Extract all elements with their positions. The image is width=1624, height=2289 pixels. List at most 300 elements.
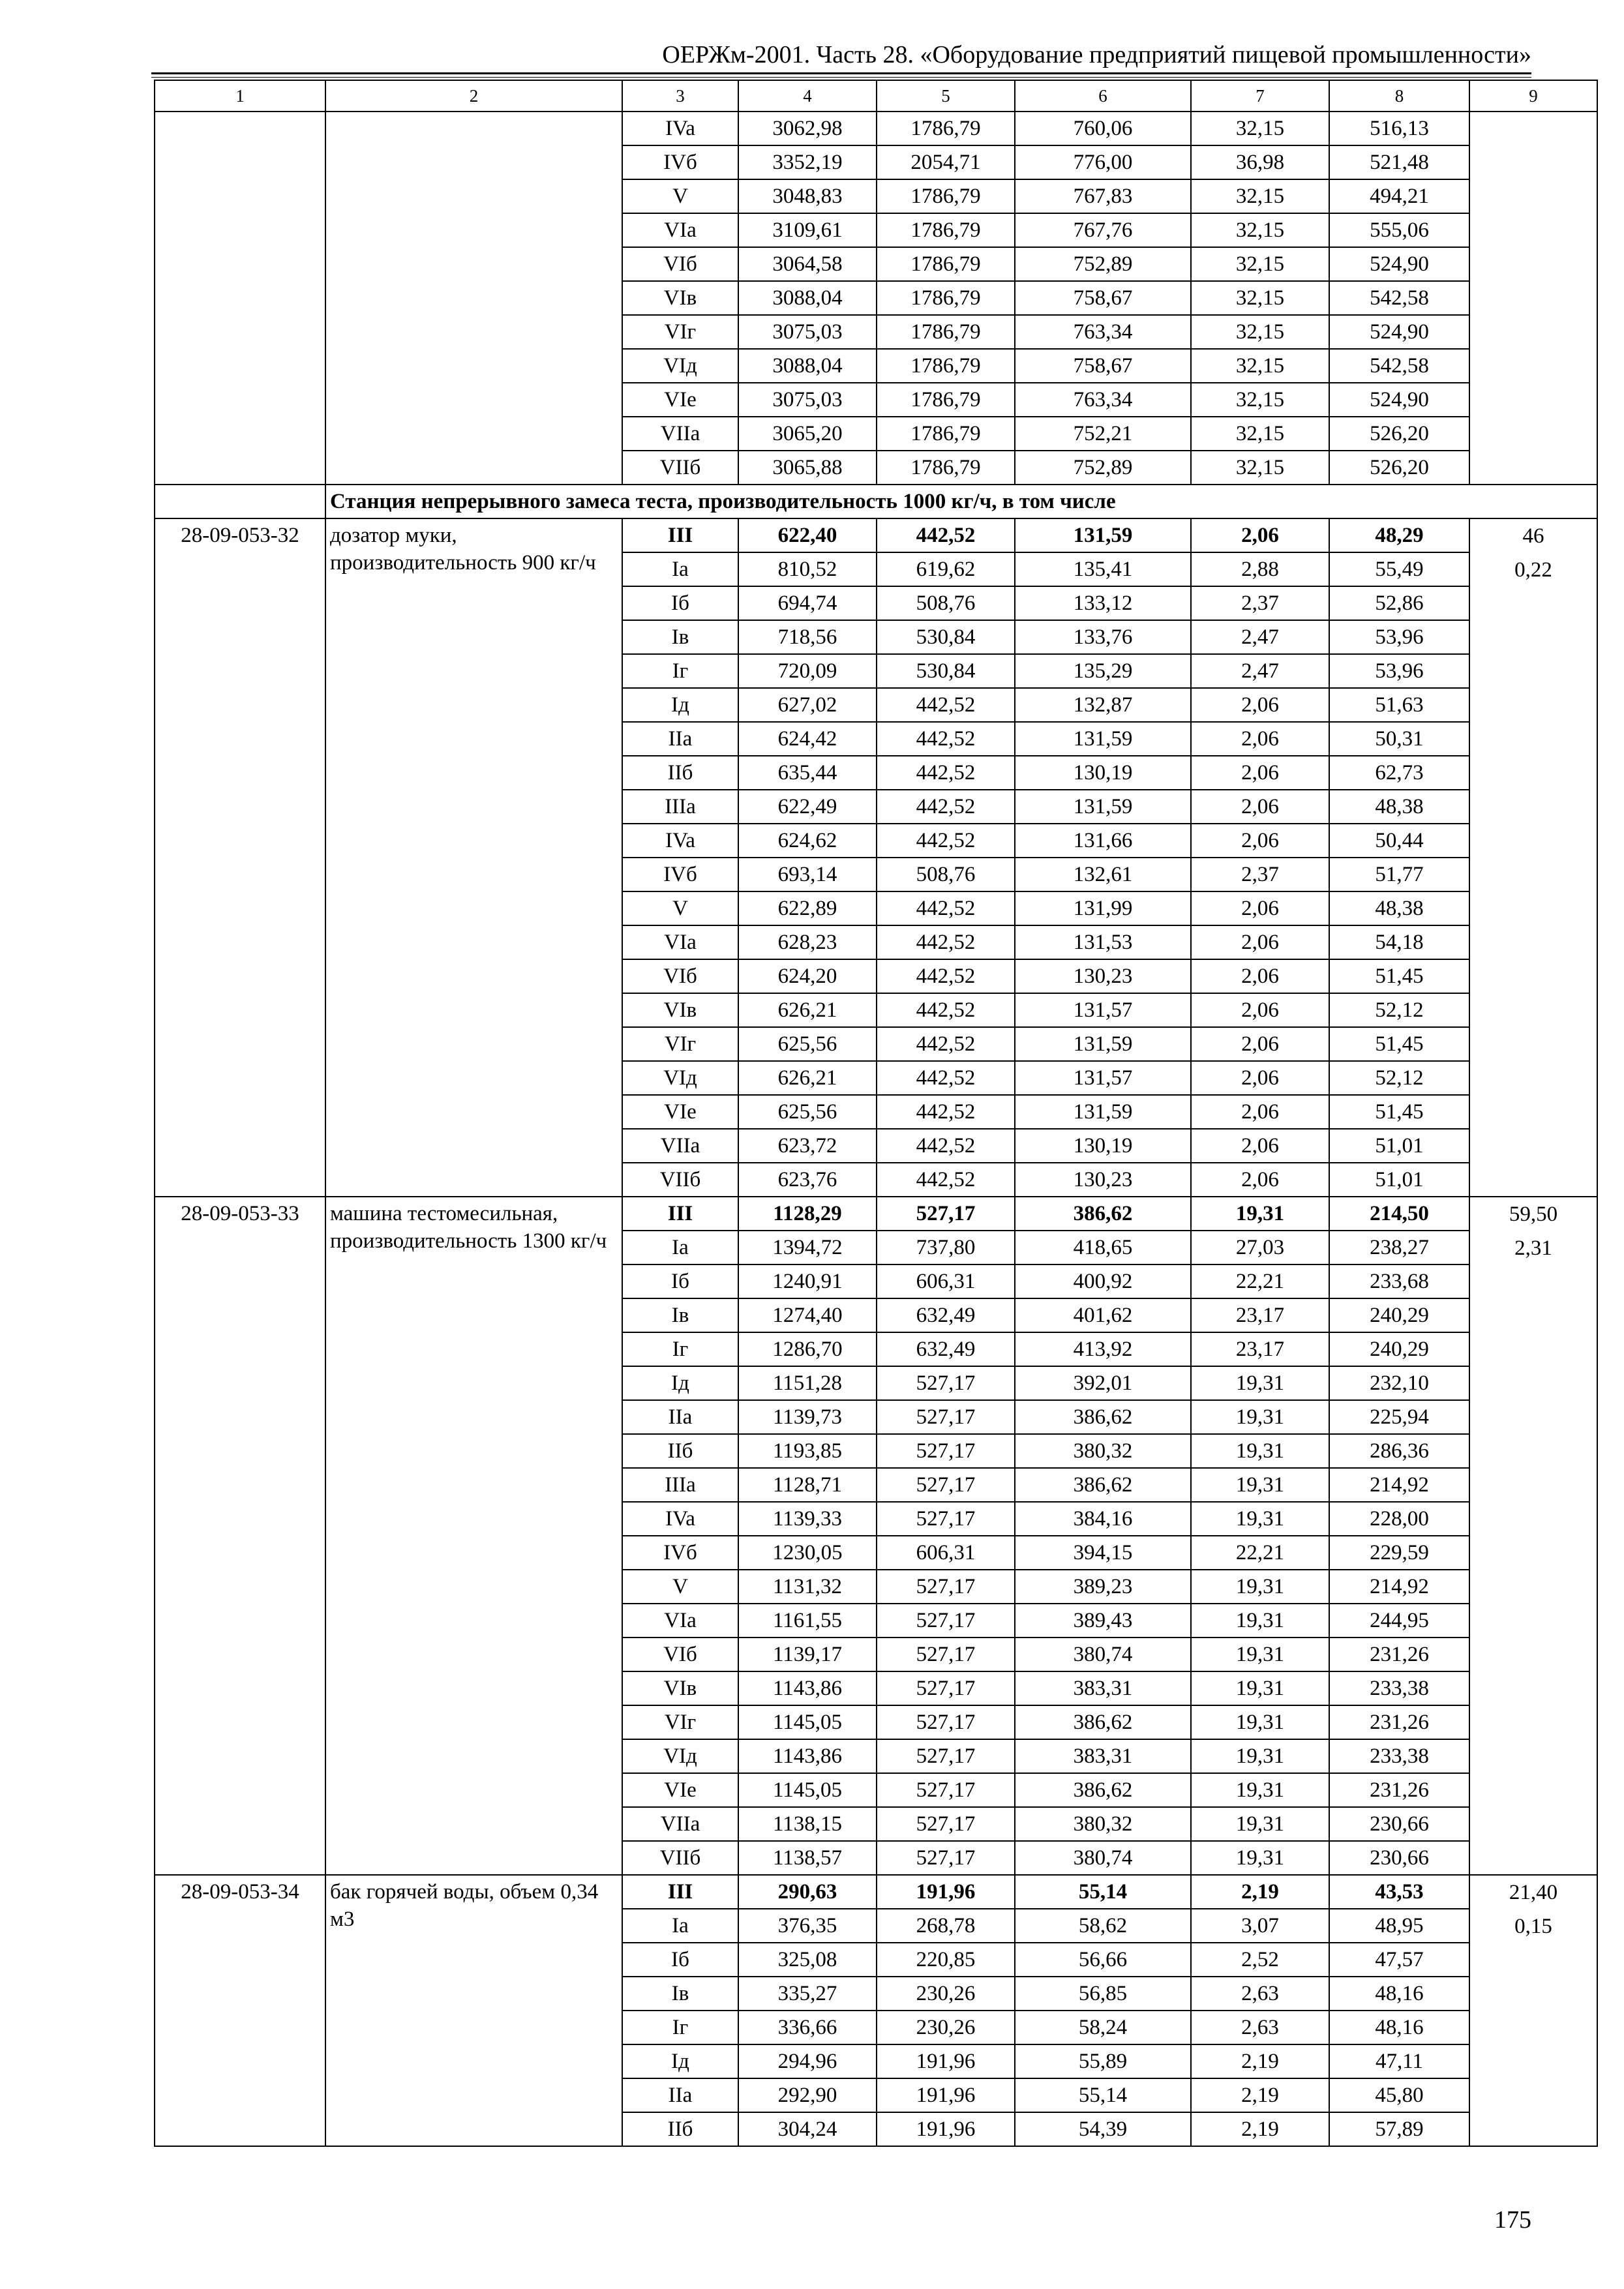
value-cell: 19,31 [1191, 1570, 1329, 1604]
value-cell: 191,96 [877, 2112, 1015, 2146]
value-cell: 1786,79 [877, 179, 1015, 213]
value-cell: 3,07 [1191, 1909, 1329, 1943]
value-cell: 622,49 [738, 790, 877, 824]
value-cell: 624,20 [738, 959, 877, 993]
value-cell: 2,63 [1191, 1977, 1329, 2011]
value-cell: 54,39 [1015, 2112, 1191, 2146]
value-cell: 32,15 [1191, 349, 1329, 383]
value-cell: 694,74 [738, 586, 877, 620]
value-cell: 516,13 [1329, 112, 1469, 145]
value-cell: 32,15 [1191, 417, 1329, 451]
value-cell: 413,92 [1015, 1332, 1191, 1366]
value-cell: 400,92 [1015, 1264, 1191, 1298]
value-cell: 542,58 [1329, 281, 1469, 315]
value-cell: 233,68 [1329, 1264, 1469, 1298]
value-cell: 3075,03 [738, 315, 877, 349]
value-cell: 527,17 [877, 1638, 1015, 1671]
value-cell: 3352,19 [738, 145, 877, 179]
value-cell: 1143,86 [738, 1739, 877, 1773]
value-cell: 527,17 [877, 1739, 1015, 1773]
code-cell: 28-09-053-34 [155, 1875, 325, 2146]
value-cell: 48,95 [1329, 1909, 1469, 1943]
zone-cell: IVб [622, 1536, 738, 1570]
zone-cell: Iг [622, 2011, 738, 2044]
value-cell: 3088,04 [738, 281, 877, 315]
value-cell: 191,96 [877, 1875, 1015, 1909]
value-cell: 131,99 [1015, 891, 1191, 925]
value-cell: 760,06 [1015, 112, 1191, 145]
value-cell: 2,06 [1191, 1027, 1329, 1061]
zone-cell: IIIa [622, 1468, 738, 1502]
section-title: Станция непрерывного замеса теста, производительность 1000 кг/ч, в том числе [325, 485, 1597, 518]
value-cell: 2,37 [1191, 858, 1329, 891]
value-cell: 131,66 [1015, 824, 1191, 858]
value-cell: 527,17 [877, 1570, 1015, 1604]
value-cell: 527,17 [877, 1197, 1015, 1231]
price-table [154, 80, 1598, 2147]
value-cell: 527,17 [877, 1434, 1015, 1468]
value-cell: 32,15 [1191, 247, 1329, 281]
value-cell: 48,16 [1329, 2011, 1469, 2044]
zone-cell: VIд [622, 1739, 738, 1773]
value-cell: 55,14 [1015, 2078, 1191, 2112]
value-cell: 521,48 [1329, 145, 1469, 179]
zone-cell: VIд [622, 349, 738, 383]
value-cell: 3065,20 [738, 417, 877, 451]
value-cell: 2,06 [1191, 688, 1329, 722]
value-cell: 1786,79 [877, 213, 1015, 247]
value-cell: 50,44 [1329, 824, 1469, 858]
value-cell: 530,84 [877, 654, 1015, 688]
value-cell: 555,06 [1329, 213, 1469, 247]
table-row [155, 518, 1597, 552]
value-cell: 325,08 [738, 1943, 877, 1977]
value-cell: 418,65 [1015, 1231, 1191, 1264]
value-cell: 2,52 [1191, 1943, 1329, 1977]
zone-cell: IVa [622, 1502, 738, 1536]
value-cell: 758,67 [1015, 281, 1191, 315]
zone-cell: IIб [622, 756, 738, 790]
value-cell: 19,31 [1191, 1604, 1329, 1638]
zone-cell: VIб [622, 959, 738, 993]
value-cell: 526,20 [1329, 417, 1469, 451]
col9-value: 21,40 [1509, 1881, 1558, 1904]
table-row [155, 112, 1597, 145]
zone-cell: VIIб [622, 451, 738, 485]
value-cell: 32,15 [1191, 281, 1329, 315]
zone-cell: VIe [622, 1095, 738, 1129]
description-cell: дозатор муки, производительность 900 кг/ч [325, 518, 622, 1197]
code-cell: 28-09-053-33 [155, 1197, 325, 1875]
value-cell: 442,52 [877, 756, 1015, 790]
value-cell: 752,21 [1015, 417, 1191, 451]
zone-cell: IVa [622, 824, 738, 858]
value-cell: 48,38 [1329, 891, 1469, 925]
value-cell: 624,42 [738, 722, 877, 756]
value-cell: 3065,88 [738, 451, 877, 485]
column-number: 1 [155, 80, 325, 112]
value-cell: 55,14 [1015, 1875, 1191, 1909]
zone-cell: VIд [622, 1061, 738, 1095]
value-cell: 527,17 [877, 1366, 1015, 1400]
value-cell: 19,31 [1191, 1807, 1329, 1841]
value-cell: 384,16 [1015, 1502, 1191, 1536]
value-cell: 132,61 [1015, 858, 1191, 891]
value-cell: 130,19 [1015, 756, 1191, 790]
value-cell: 135,41 [1015, 552, 1191, 586]
description-cell [325, 112, 622, 485]
value-cell: 2,06 [1191, 1061, 1329, 1095]
code-cell [155, 485, 325, 518]
value-cell: 19,31 [1191, 1502, 1329, 1536]
value-cell: 524,90 [1329, 315, 1469, 349]
value-cell: 220,85 [877, 1943, 1015, 1977]
value-cell: 718,56 [738, 620, 877, 654]
value-cell: 290,63 [738, 1875, 877, 1909]
value-cell: 55,49 [1329, 552, 1469, 586]
value-cell: 53,96 [1329, 620, 1469, 654]
value-cell: 442,52 [877, 824, 1015, 858]
value-cell: 386,62 [1015, 1400, 1191, 1434]
value-cell: 57,89 [1329, 2112, 1469, 2146]
value-cell: 51,77 [1329, 858, 1469, 891]
value-cell: 19,31 [1191, 1671, 1329, 1705]
value-cell: 19,31 [1191, 1773, 1329, 1807]
value-cell: 22,21 [1191, 1264, 1329, 1298]
col9-value: 46 [1522, 524, 1544, 548]
value-cell: 3062,98 [738, 112, 877, 145]
value-cell: 230,26 [877, 2011, 1015, 2044]
column-number: 8 [1329, 80, 1469, 112]
value-cell: 763,34 [1015, 315, 1191, 349]
value-cell: 380,74 [1015, 1638, 1191, 1671]
value-cell: 231,26 [1329, 1773, 1469, 1807]
zone-cell: Iб [622, 1943, 738, 1977]
value-cell: 32,15 [1191, 112, 1329, 145]
value-cell: 58,62 [1015, 1909, 1191, 1943]
zone-cell: VIIa [622, 1807, 738, 1841]
value-cell: 32,15 [1191, 179, 1329, 213]
value-cell: 527,17 [877, 1807, 1015, 1841]
table-row [155, 1197, 1597, 1231]
value-cell: 1139,73 [738, 1400, 877, 1434]
value-cell: 32,15 [1191, 383, 1329, 417]
col9-value: 59,50 [1509, 1203, 1558, 1226]
value-cell: 32,15 [1191, 451, 1329, 485]
value-cell: 2,06 [1191, 518, 1329, 552]
col9-cell [1469, 112, 1597, 485]
value-cell: 36,98 [1191, 145, 1329, 179]
zone-cell: Iг [622, 1332, 738, 1366]
value-cell: 1128,71 [738, 1468, 877, 1502]
value-cell: 1145,05 [738, 1705, 877, 1739]
value-cell: 3109,61 [738, 213, 877, 247]
zone-cell: VIIa [622, 417, 738, 451]
code-cell: 28-09-053-32 [155, 518, 325, 1197]
value-cell: 2,06 [1191, 891, 1329, 925]
zone-cell: III [622, 1197, 738, 1231]
value-cell: 626,21 [738, 993, 877, 1027]
value-cell: 2,47 [1191, 654, 1329, 688]
value-cell: 1786,79 [877, 383, 1015, 417]
value-cell: 1139,33 [738, 1502, 877, 1536]
value-cell: 622,40 [738, 518, 877, 552]
value-cell: 47,57 [1329, 1943, 1469, 1977]
value-cell: 131,59 [1015, 722, 1191, 756]
value-cell: 767,76 [1015, 213, 1191, 247]
value-cell: 1151,28 [738, 1366, 877, 1400]
value-cell: 2,06 [1191, 756, 1329, 790]
value-cell: 632,49 [877, 1332, 1015, 1366]
column-number: 2 [325, 80, 622, 112]
zone-cell: VIб [622, 1638, 738, 1671]
value-cell: 214,92 [1329, 1570, 1469, 1604]
zone-cell: IVa [622, 112, 738, 145]
value-cell: 130,23 [1015, 1163, 1191, 1197]
value-cell: 53,96 [1329, 654, 1469, 688]
value-cell: 2,19 [1191, 2044, 1329, 2078]
value-cell: 386,62 [1015, 1773, 1191, 1807]
zone-cell: Iв [622, 620, 738, 654]
code-cell [155, 112, 325, 485]
value-cell: 292,90 [738, 2078, 877, 2112]
value-cell: 335,27 [738, 1977, 877, 2011]
value-cell: 2,06 [1191, 1163, 1329, 1197]
header-rule [151, 72, 1531, 74]
value-cell: 19,31 [1191, 1705, 1329, 1739]
col9-value: 0,22 [1514, 558, 1552, 582]
value-cell: 229,59 [1329, 1536, 1469, 1570]
value-cell: 132,87 [1015, 688, 1191, 722]
value-cell: 51,45 [1329, 959, 1469, 993]
value-cell: 131,59 [1015, 1027, 1191, 1061]
value-cell: 389,23 [1015, 1570, 1191, 1604]
value-cell: 2,06 [1191, 925, 1329, 959]
value-cell: 442,52 [877, 1163, 1015, 1197]
value-cell: 2054,71 [877, 145, 1015, 179]
value-cell: 19,31 [1191, 1400, 1329, 1434]
value-cell: 2,88 [1191, 552, 1329, 586]
value-cell: 1193,85 [738, 1434, 877, 1468]
value-cell: 130,19 [1015, 1129, 1191, 1163]
value-cell: 763,34 [1015, 383, 1191, 417]
column-number: 7 [1191, 80, 1329, 112]
value-cell: 191,96 [877, 2044, 1015, 2078]
value-cell: 133,12 [1015, 586, 1191, 620]
zone-cell: VIг [622, 315, 738, 349]
value-cell: 19,31 [1191, 1841, 1329, 1875]
value-cell: 623,72 [738, 1129, 877, 1163]
value-cell: 2,19 [1191, 2112, 1329, 2146]
column-number: 4 [738, 80, 877, 112]
value-cell: 2,19 [1191, 1875, 1329, 1909]
value-cell: 767,83 [1015, 179, 1191, 213]
column-number: 3 [622, 80, 738, 112]
value-cell: 131,57 [1015, 1061, 1191, 1095]
value-cell: 1138,57 [738, 1841, 877, 1875]
value-cell: 2,19 [1191, 2078, 1329, 2112]
value-cell: 758,67 [1015, 349, 1191, 383]
value-cell: 19,31 [1191, 1468, 1329, 1502]
value-cell: 530,84 [877, 620, 1015, 654]
value-cell: 52,86 [1329, 586, 1469, 620]
zone-cell: Iв [622, 1298, 738, 1332]
zone-cell: IIa [622, 2078, 738, 2112]
value-cell: 133,76 [1015, 620, 1191, 654]
value-cell: 442,52 [877, 1061, 1015, 1095]
value-cell: 2,06 [1191, 1095, 1329, 1129]
value-cell: 32,15 [1191, 213, 1329, 247]
value-cell: 32,15 [1191, 315, 1329, 349]
value-cell: 336,66 [738, 2011, 877, 2044]
value-cell: 693,14 [738, 858, 877, 891]
value-cell: 131,59 [1015, 518, 1191, 552]
value-cell: 494,21 [1329, 179, 1469, 213]
value-cell: 386,62 [1015, 1468, 1191, 1502]
value-cell: 131,59 [1015, 790, 1191, 824]
value-cell: 624,62 [738, 824, 877, 858]
value-cell: 442,52 [877, 722, 1015, 756]
value-cell: 526,20 [1329, 451, 1469, 485]
value-cell: 527,17 [877, 1604, 1015, 1638]
zone-cell: Iб [622, 586, 738, 620]
value-cell: 1143,86 [738, 1671, 877, 1705]
value-cell: 214,50 [1329, 1197, 1469, 1231]
zone-cell: V [622, 891, 738, 925]
value-cell: 231,26 [1329, 1705, 1469, 1739]
value-cell: 508,76 [877, 858, 1015, 891]
zone-cell: VIIб [622, 1841, 738, 1875]
value-cell: 286,36 [1329, 1434, 1469, 1468]
value-cell: 54,18 [1329, 925, 1469, 959]
value-cell: 23,17 [1191, 1332, 1329, 1366]
value-cell: 48,38 [1329, 790, 1469, 824]
zone-cell: VIв [622, 281, 738, 315]
value-cell: 1274,40 [738, 1298, 877, 1332]
zone-cell: Iв [622, 1977, 738, 2011]
zone-cell: IIб [622, 1434, 738, 1468]
value-cell: 3075,03 [738, 383, 877, 417]
value-cell: 627,02 [738, 688, 877, 722]
value-cell: 752,89 [1015, 451, 1191, 485]
zone-cell: VIe [622, 1773, 738, 1807]
value-cell: 52,12 [1329, 993, 1469, 1027]
value-cell: 19,31 [1191, 1197, 1329, 1231]
value-cell: 22,21 [1191, 1536, 1329, 1570]
value-cell: 619,62 [877, 552, 1015, 586]
value-cell: 389,43 [1015, 1604, 1191, 1638]
value-cell: 3064,58 [738, 247, 877, 281]
value-cell: 1786,79 [877, 417, 1015, 451]
value-cell: 527,17 [877, 1773, 1015, 1807]
value-cell: 632,49 [877, 1298, 1015, 1332]
zone-cell: IIa [622, 722, 738, 756]
value-cell: 130,23 [1015, 959, 1191, 993]
value-cell: 19,31 [1191, 1739, 1329, 1773]
value-cell: 635,44 [738, 756, 877, 790]
value-cell: 56,85 [1015, 1977, 1191, 2011]
value-cell: 380,32 [1015, 1807, 1191, 1841]
value-cell: 56,66 [1015, 1943, 1191, 1977]
value-cell: 442,52 [877, 891, 1015, 925]
value-cell: 304,24 [738, 2112, 877, 2146]
value-cell: 508,76 [877, 586, 1015, 620]
value-cell: 527,17 [877, 1841, 1015, 1875]
zone-cell: IIб [622, 2112, 738, 2146]
value-cell: 1139,17 [738, 1638, 877, 1671]
value-cell: 62,73 [1329, 756, 1469, 790]
zone-cell: VIa [622, 925, 738, 959]
value-cell: 386,62 [1015, 1705, 1191, 1739]
value-cell: 191,96 [877, 2078, 1015, 2112]
zone-cell: Ia [622, 1231, 738, 1264]
value-cell: 3088,04 [738, 349, 877, 383]
zone-cell: Iд [622, 688, 738, 722]
value-cell: 442,52 [877, 925, 1015, 959]
value-cell: 1161,55 [738, 1604, 877, 1638]
value-cell: 214,92 [1329, 1468, 1469, 1502]
value-cell: 1240,91 [738, 1264, 877, 1298]
value-cell: 776,00 [1015, 145, 1191, 179]
value-cell: 376,35 [738, 1909, 877, 1943]
header-rule [151, 77, 1531, 78]
zone-cell: VIe [622, 383, 738, 417]
value-cell: 58,24 [1015, 2011, 1191, 2044]
zone-cell: VIa [622, 1604, 738, 1638]
value-cell: 2,06 [1191, 1129, 1329, 1163]
value-cell: 50,31 [1329, 722, 1469, 756]
zone-cell: V [622, 1570, 738, 1604]
value-cell: 524,90 [1329, 383, 1469, 417]
value-cell: 244,95 [1329, 1604, 1469, 1638]
value-cell: 401,62 [1015, 1298, 1191, 1332]
col9-value: 2,31 [1514, 1236, 1552, 1260]
zone-cell: IIa [622, 1400, 738, 1434]
value-cell: 1786,79 [877, 349, 1015, 383]
value-cell: 442,52 [877, 790, 1015, 824]
value-cell: 3048,83 [738, 179, 877, 213]
zone-cell: VIIб [622, 1163, 738, 1197]
value-cell: 1286,70 [738, 1332, 877, 1366]
value-cell: 233,38 [1329, 1671, 1469, 1705]
value-cell: 131,57 [1015, 993, 1191, 1027]
zone-cell: Iд [622, 2044, 738, 2078]
value-cell: 720,09 [738, 654, 877, 688]
value-cell: 48,16 [1329, 1977, 1469, 2011]
value-cell: 232,10 [1329, 1366, 1469, 1400]
value-cell: 48,29 [1329, 518, 1469, 552]
value-cell: 394,15 [1015, 1536, 1191, 1570]
value-cell: 225,94 [1329, 1400, 1469, 1434]
zone-cell: VIг [622, 1705, 738, 1739]
value-cell: 524,90 [1329, 247, 1469, 281]
value-cell: 228,00 [1329, 1502, 1469, 1536]
value-cell: 623,76 [738, 1163, 877, 1197]
value-cell: 2,37 [1191, 586, 1329, 620]
value-cell: 1786,79 [877, 451, 1015, 485]
value-cell: 386,62 [1015, 1197, 1191, 1231]
value-cell: 231,26 [1329, 1638, 1469, 1671]
value-cell: 542,58 [1329, 349, 1469, 383]
zone-cell: III [622, 518, 738, 552]
zone-cell: Ia [622, 552, 738, 586]
zone-cell: VIa [622, 213, 738, 247]
zone-cell: V [622, 179, 738, 213]
value-cell: 392,01 [1015, 1366, 1191, 1400]
value-cell: 442,52 [877, 1027, 1015, 1061]
column-number: 9 [1469, 80, 1597, 112]
value-cell: 51,63 [1329, 688, 1469, 722]
